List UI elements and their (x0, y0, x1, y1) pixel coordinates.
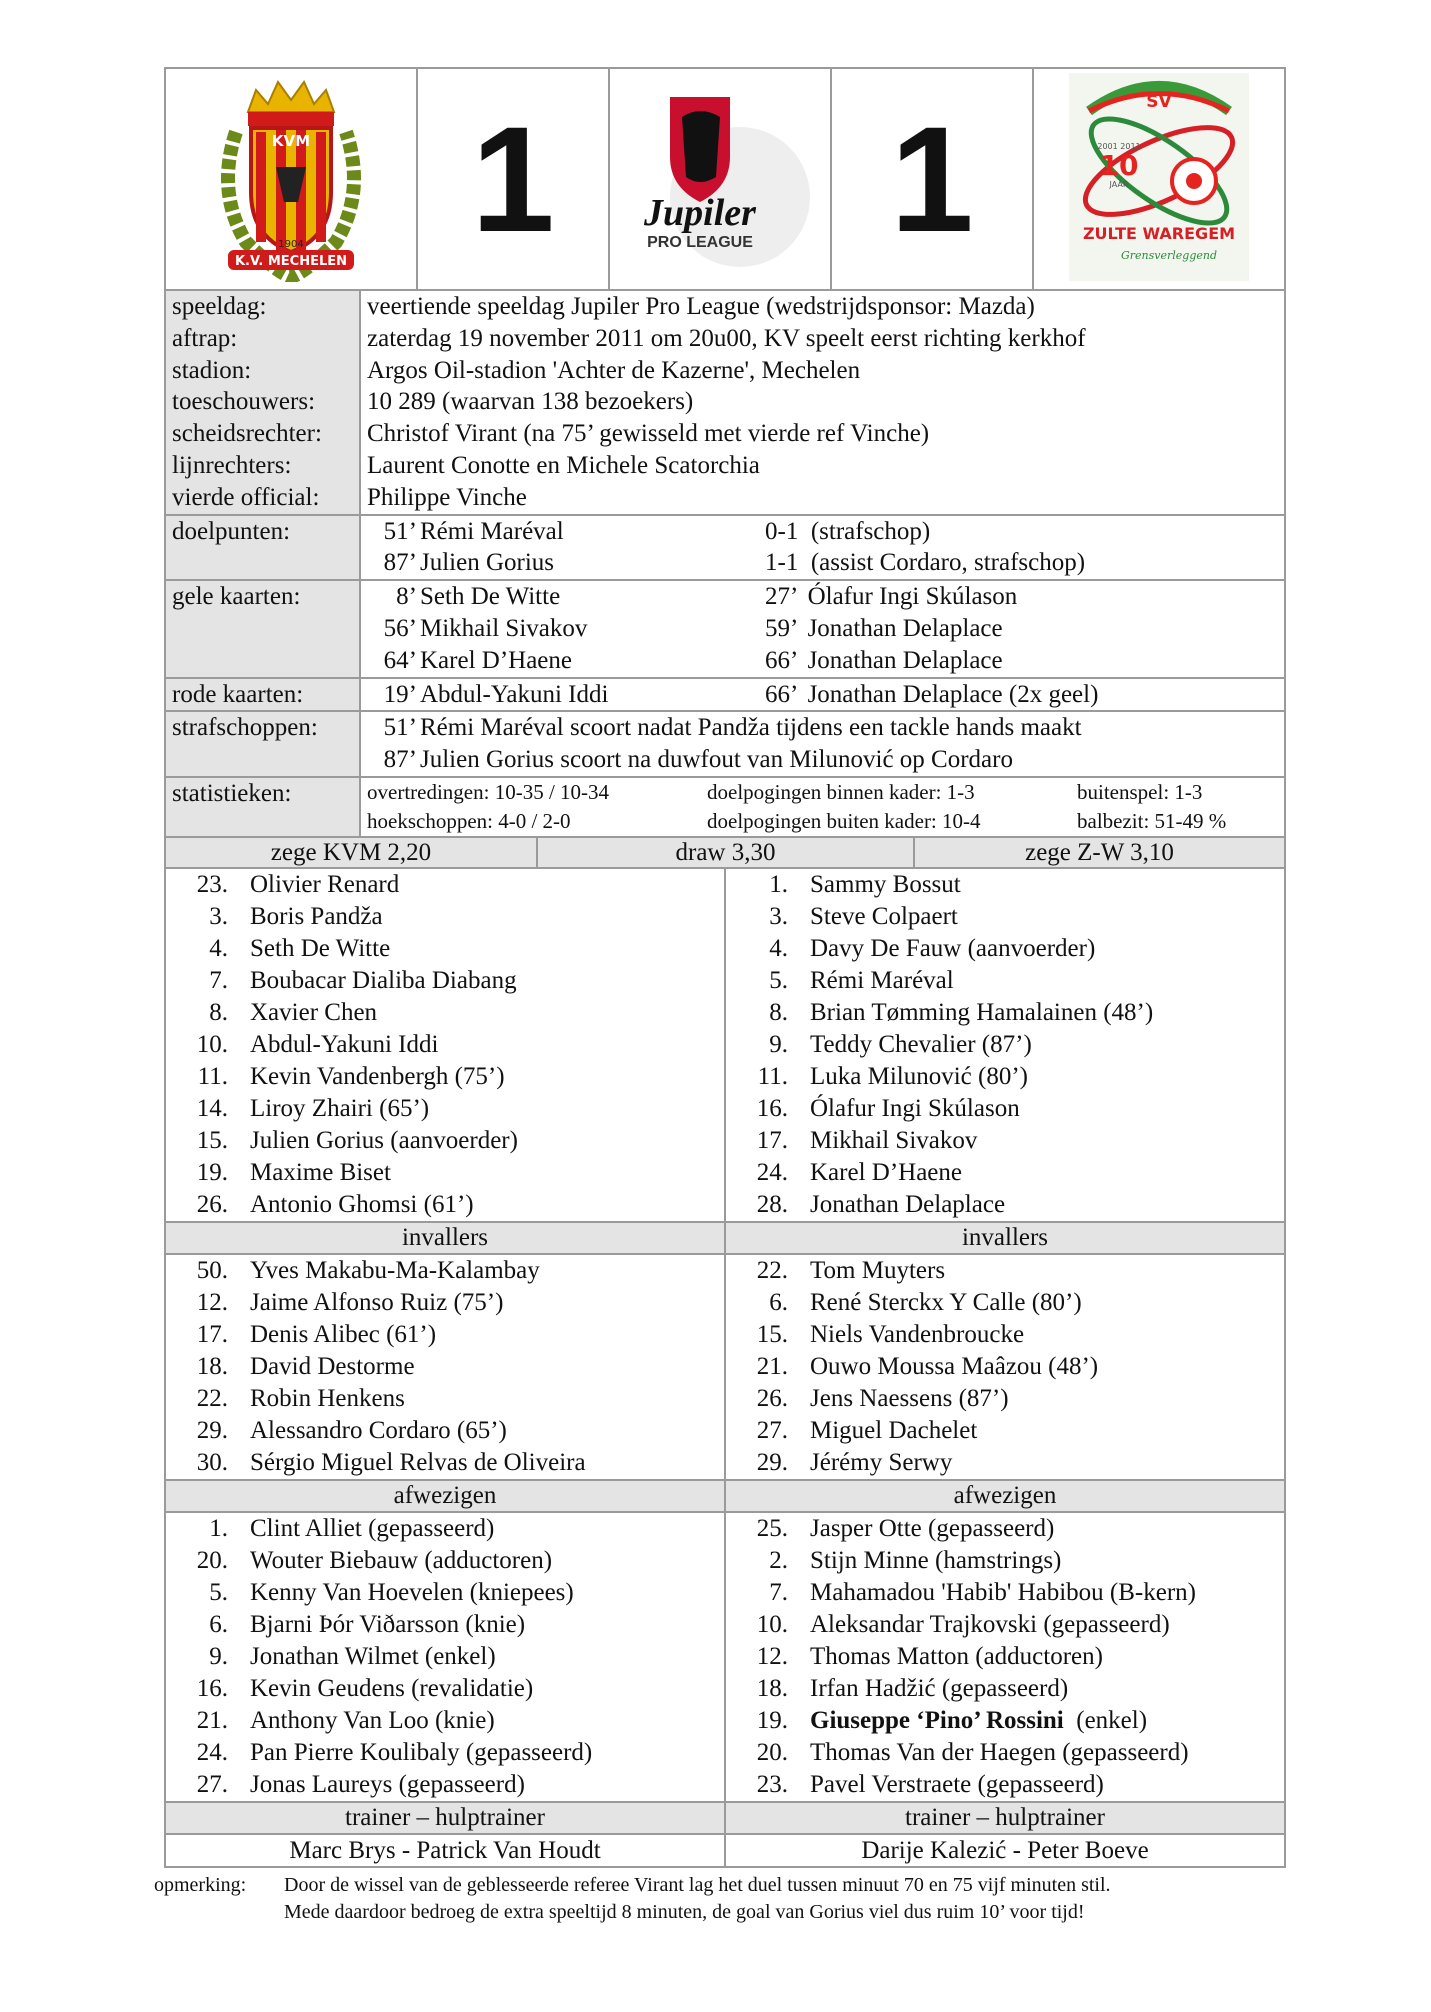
label-vierde-official: vierde official: (165, 482, 360, 515)
match-sheet (164, 67, 1286, 1868)
label-doelpunten: doelpunten: (165, 515, 360, 581)
player-name: Clint Alliet (gepasseerd) (250, 1514, 495, 1542)
player-name: Abdul-Yakuni Iddi (250, 1030, 439, 1058)
shirt-number: 29. (196, 1416, 228, 1444)
player-name: Sammy Bossut (810, 870, 961, 898)
player-row (166, 1705, 724, 1737)
value-vierde-official: Philippe Vinche (367, 483, 527, 511)
player-row (726, 933, 1284, 965)
player-name: Bjarni Þór Viðarsson (knie) (250, 1610, 526, 1638)
player-row (726, 1769, 1284, 1801)
svg-text:10: 10 (1099, 148, 1139, 182)
away-trainer: Darije Kalezić - Peter Boeve (861, 1836, 1149, 1864)
player-name: Liroy Zhairi (65’) (250, 1094, 430, 1122)
label-lijnrechters: lijnrechters: (165, 450, 360, 482)
penalty-text: Julien Gorius scoort na duwfout van Milunović op Cordaro (420, 746, 1013, 774)
shirt-number: 16. (756, 1094, 788, 1122)
goal-score: 0-1 (765, 517, 799, 545)
away-starters-list (726, 869, 1284, 1221)
player-name: Yves Makabu-Ma-Kalambay (250, 1256, 540, 1284)
card-player: Jonathan Delaplace (2x geel) (807, 680, 1099, 708)
card-player: Abdul-Yakuni Iddi (420, 680, 609, 708)
home-subs-heading: invallers (166, 1221, 724, 1255)
remark (154, 1872, 1304, 1926)
shirt-number: 9. (769, 1030, 788, 1058)
player-row (166, 1351, 724, 1383)
value-aftrap: zaterdag 19 november 2011 om 20u00, KV speelt eerst richting kerkhof (367, 324, 1086, 352)
info-row-stadion (165, 355, 1285, 387)
shirt-number: 21. (196, 1706, 228, 1734)
player-row (166, 1319, 724, 1351)
shirt-number: 1. (209, 1514, 228, 1542)
shirt-number: 27. (756, 1416, 788, 1444)
remark-line-2: Mede daardoor bedroeg de extra speeltijd 8 minuten, de goal van Gorius viel dus ruim 10’ voor tijd! (284, 1901, 1085, 1923)
shirt-number: 15. (756, 1320, 788, 1348)
player-name: Karel D’Haene (810, 1158, 962, 1186)
shirt-number: 30. (196, 1448, 228, 1476)
player-name: Jonas Laureys (gepasseerd) (250, 1770, 525, 1798)
stat-value: hoekschoppen: 4-0 / 2-0 (367, 808, 571, 833)
shirt-number: 26. (196, 1190, 228, 1218)
league-logo-cell (609, 68, 831, 290)
away-absent-list (726, 1513, 1284, 1801)
away-subs-list (726, 1255, 1284, 1479)
svg-text:JAAR: JAAR (1109, 179, 1129, 189)
player-name: Xavier Chen (250, 998, 378, 1026)
shirt-number: 21. (756, 1352, 788, 1380)
player-row (166, 1673, 724, 1705)
card-item (367, 581, 1278, 613)
player-row (726, 1061, 1284, 1093)
player-row (726, 1641, 1284, 1673)
goal-score: 1-1 (765, 549, 799, 577)
svg-text:K.V. MECHELEN: K.V. MECHELEN (234, 253, 348, 269)
shirt-number: 10. (756, 1610, 788, 1638)
player-note: (enkel) (1063, 1706, 1148, 1734)
player-row (166, 1447, 724, 1479)
red-cards-list (360, 678, 1285, 712)
player-name: Stijn Minne (hamstrings) (810, 1546, 1062, 1574)
away-absent-heading: afwezigen (726, 1479, 1284, 1513)
svg-text:2001 2011: 2001 2011 (1097, 141, 1141, 151)
lineups-table (164, 869, 1286, 1868)
yellow-cards-list (360, 580, 1285, 677)
player-name: Wouter Biebauw (adductoren) (250, 1546, 553, 1574)
shirt-number: 23. (756, 1770, 788, 1798)
shirt-number: 14. (196, 1094, 228, 1122)
player-row (726, 1125, 1284, 1157)
player-name: Steve Colpaert (810, 902, 958, 930)
player-name: Davy De Fauw (aanvoerder) (810, 934, 1096, 962)
svg-text:Grensverleggend: Grensverleggend (1120, 248, 1218, 262)
shirt-number: 11. (197, 1062, 228, 1090)
player-row (166, 1255, 724, 1287)
player-row (726, 1319, 1284, 1351)
card-player: Karel D’Haene (420, 646, 572, 674)
player-row (726, 1351, 1284, 1383)
odds-away: zege Z-W 3,10 (914, 838, 1285, 868)
home-team-column (165, 869, 725, 1867)
stat-value: doelpogingen binnen kader: 1-3 (707, 779, 975, 804)
goal-item (367, 547, 1278, 579)
label-stadion: stadion: (165, 355, 360, 387)
shirt-number: 3. (769, 902, 788, 930)
player-name: Rémi Maréval (810, 966, 954, 994)
info-row-toeschouwers (165, 386, 1285, 418)
shirt-number: 27. (196, 1770, 228, 1798)
player-row (166, 933, 724, 965)
card-minute: 19’ (383, 680, 417, 708)
player-row (726, 997, 1284, 1029)
away-subs-heading: invallers (726, 1221, 1284, 1255)
shirt-number: 9. (209, 1642, 228, 1670)
shirt-number: 3. (209, 902, 228, 930)
player-name: Irfan Hadžić (gepasseerd) (810, 1674, 1069, 1702)
player-name: Pavel Verstraete (gepasseerd) (810, 1770, 1104, 1798)
away-crest-cell (1033, 68, 1285, 290)
svg-text:ZULTE WAREGEM: ZULTE WAREGEM (1082, 223, 1236, 243)
shirt-number: 1. (769, 870, 788, 898)
penalty-item (367, 712, 1278, 744)
player-row (166, 997, 724, 1029)
label-strafschoppen: strafschoppen: (165, 711, 360, 777)
player-row (166, 1545, 724, 1577)
betting-odds-row (164, 838, 1286, 869)
player-row (166, 869, 724, 901)
label-toeschouwers: toeschouwers: (165, 386, 360, 418)
player-name: Antonio Ghomsi (61’) (250, 1190, 474, 1218)
player-row (726, 1255, 1284, 1287)
player-name: Jonathan Delaplace (810, 1190, 1006, 1218)
shirt-number: 12. (756, 1642, 788, 1670)
shirt-number: 5. (209, 1578, 228, 1606)
player-row (726, 869, 1284, 901)
shirt-number: 18. (756, 1674, 788, 1702)
jupiler-pro-league-logo-icon (620, 77, 820, 277)
player-row (166, 1029, 724, 1061)
label-statistieken: statistieken: (165, 777, 360, 837)
stats-line (367, 807, 1278, 836)
svg-text:SV: SV (1146, 91, 1172, 112)
home-starters-list (166, 869, 724, 1221)
player-row (166, 901, 724, 933)
shirt-number: 50. (196, 1256, 228, 1284)
player-row (726, 1705, 1284, 1737)
player-row (166, 1769, 724, 1801)
label-scheidsrechter: scheidsrechter: (165, 418, 360, 450)
shirt-number: 20. (756, 1738, 788, 1766)
player-row (726, 1029, 1284, 1061)
player-name: Brian Tømming Hamalainen (48’) (810, 998, 1154, 1026)
card-minute: 56’ (383, 614, 417, 642)
card-player: Seth De Witte (420, 583, 561, 611)
player-row (166, 1415, 724, 1447)
goal-note: (strafschop) (810, 517, 931, 545)
shirt-number: 26. (756, 1384, 788, 1412)
shirt-number: 29. (756, 1448, 788, 1476)
home-score: 1 (471, 95, 555, 263)
home-trainer-heading: trainer – hulptrainer (166, 1801, 724, 1835)
away-score-cell (831, 68, 1033, 290)
player-name: Pan Pierre Koulibaly (gepasseerd) (250, 1738, 593, 1766)
goal-minute: 51’ (383, 517, 417, 545)
player-row (166, 1609, 724, 1641)
player-row (726, 1513, 1284, 1545)
player-name: Niels Vandenbroucke (810, 1320, 1025, 1348)
player-row (726, 1287, 1284, 1319)
label-rode-kaarten: rode kaarten: (165, 678, 360, 712)
player-name: David Destorme (250, 1352, 415, 1380)
player-name: Anthony Van Loo (knie) (250, 1706, 495, 1734)
player-row (726, 1673, 1284, 1705)
shirt-number: 2. (769, 1546, 788, 1574)
player-name: Sérgio Miguel Relvas de Oliveira (250, 1448, 586, 1476)
label-aftrap: aftrap: (165, 323, 360, 355)
player-row (726, 1093, 1284, 1125)
yellow-cards-row (165, 580, 1285, 677)
stat-value: overtredingen: 10-35 / 10-34 (367, 779, 610, 804)
player-name: Alessandro Cordaro (65’) (250, 1416, 507, 1444)
stat-value: balbezit: 51-49 % (1077, 808, 1227, 833)
card-item (367, 645, 1278, 677)
kv-mechelen-crest-icon (206, 72, 376, 282)
home-subs-list (166, 1255, 724, 1479)
goal-note: (assist Cordaro, strafschop) (810, 549, 1086, 577)
remark-label: opmerking: (154, 1874, 247, 1896)
odds-home: zege KVM 2,20 (165, 838, 537, 868)
shirt-number: 8. (769, 998, 788, 1026)
player-row (166, 1125, 724, 1157)
player-name: Thomas Matton (adductoren) (810, 1642, 1103, 1670)
player-name: Olivier Renard (250, 870, 400, 898)
player-row (166, 1061, 724, 1093)
shirt-number: 20. (196, 1546, 228, 1574)
shirt-number: 8. (209, 998, 228, 1026)
player-name: Boris Pandža (250, 902, 383, 930)
player-row (726, 1189, 1284, 1221)
player-name: Ouwo Moussa Maâzou (48’) (810, 1352, 1099, 1380)
stats-line (367, 778, 1278, 807)
value-speeldag: veertiende speeldag Jupiler Pro League (wedstrijdsponsor: Mazda) (367, 293, 1035, 320)
shirt-number: 19. (756, 1706, 788, 1734)
info-row-aftrap (165, 323, 1285, 355)
away-trainer-heading: trainer – hulptrainer (726, 1801, 1284, 1835)
info-row-scheidsrechter (165, 418, 1285, 450)
player-row (726, 1545, 1284, 1577)
svg-text:Jupiler: Jupiler (644, 191, 756, 234)
player-name: Kevin Vandenbergh (75’) (250, 1062, 505, 1090)
penalties-row (165, 711, 1285, 777)
penalty-text: Rémi Maréval scoort nadat Pandža tijdens een tackle hands maakt (420, 714, 1082, 742)
remark-line-1: Door de wissel van de geblesseerde referee Virant lag het duel tussen minuut 70 en 75 vijf minuten stil. (284, 1874, 1111, 1896)
player-row (726, 965, 1284, 997)
home-trainer: Marc Brys - Patrick Van Houdt (289, 1836, 601, 1864)
label-gele-kaarten: gele kaarten: (165, 580, 360, 677)
player-row (726, 1447, 1284, 1479)
card-item (367, 679, 1278, 711)
shirt-number: 4. (769, 934, 788, 962)
card-player: Jonathan Delaplace (807, 646, 1003, 674)
player-name: Mikhail Sivakov (810, 1126, 978, 1154)
shirt-number: 28. (756, 1190, 788, 1218)
player-row (166, 1383, 724, 1415)
header-row (164, 67, 1286, 291)
svg-text:1904: 1904 (278, 238, 304, 250)
shirt-number: 6. (209, 1610, 228, 1638)
player-name: Robin Henkens (250, 1384, 405, 1412)
player-row (166, 1157, 724, 1189)
goals-row (165, 515, 1285, 581)
value-toeschouwers: 10 289 (waarvan 138 bezoekers) (367, 388, 694, 416)
red-cards-row (165, 678, 1285, 712)
goal-scorer: Julien Gorius (420, 549, 555, 577)
stat-value: buitenspel: 1-3 (1077, 779, 1203, 804)
player-row (726, 1577, 1284, 1609)
card-minute: 64’ (383, 646, 417, 674)
goal-item (367, 516, 1278, 548)
shirt-number: 17. (196, 1320, 228, 1348)
player-name: Giuseppe ‘Pino’ Rossini (810, 1706, 1064, 1734)
shirt-number: 22. (756, 1256, 788, 1284)
player-name: Mahamadou 'Habib' Habibou (B-kern) (810, 1578, 1196, 1606)
home-absent-list (166, 1513, 724, 1801)
player-name: Jérémy Serwy (810, 1448, 953, 1476)
penalty-minute: 87’ (383, 746, 417, 774)
shirt-number: 17. (756, 1126, 788, 1154)
card-player: Mikhail Sivakov (420, 614, 588, 642)
home-crest-cell (165, 68, 417, 290)
player-name: René Sterckx Y Calle (80’) (810, 1288, 1082, 1316)
player-row (166, 965, 724, 997)
shirt-number: 19. (196, 1158, 228, 1186)
shirt-number: 10. (196, 1030, 228, 1058)
zulte-waregem-crest-icon (1059, 71, 1259, 283)
player-name: Ólafur Ingi Skúlason (810, 1094, 1020, 1122)
player-name: Jasper Otte (gepasseerd) (810, 1514, 1055, 1542)
player-row (726, 1383, 1284, 1415)
info-row-vierde-official (165, 482, 1285, 515)
svg-text:KVM: KVM (271, 131, 311, 150)
card-player: Ólafur Ingi Skúlason (807, 583, 1018, 611)
shirt-number: 24. (196, 1738, 228, 1766)
player-row (166, 1189, 724, 1221)
card-player: Jonathan Delaplace (807, 614, 1003, 642)
card-minute: 66’ (765, 680, 799, 708)
player-row (726, 1415, 1284, 1447)
shirt-number: 4. (209, 934, 228, 962)
player-name: Kenny Van Hoevelen (kniepees) (250, 1578, 574, 1606)
player-row (726, 1157, 1284, 1189)
info-row-speeldag (165, 291, 1285, 323)
player-row (726, 901, 1284, 933)
goals-list (360, 515, 1285, 581)
card-minute: 27’ (765, 583, 799, 611)
player-row (726, 1737, 1284, 1769)
player-row (166, 1093, 724, 1125)
card-minute: 59’ (765, 614, 799, 642)
shirt-number: 12. (196, 1288, 228, 1316)
player-row (166, 1287, 724, 1319)
card-item (367, 613, 1278, 645)
player-name: Jaime Alfonso Ruiz (75’) (250, 1288, 504, 1316)
card-minute: 8’ (396, 583, 417, 611)
value-lijnrechters: Laurent Conotte en Michele Scatorchia (367, 451, 760, 479)
home-absent-heading: afwezigen (166, 1479, 724, 1513)
value-stadion: Argos Oil-stadion 'Achter de Kazerne', Mechelen (367, 356, 861, 384)
penalty-minute: 51’ (383, 714, 417, 742)
shirt-number: 25. (756, 1514, 788, 1542)
player-name: Denis Alibec (61’) (250, 1320, 437, 1348)
player-name: Luka Milunović (80’) (810, 1062, 1029, 1090)
player-row (726, 1609, 1284, 1641)
svg-text:PRO LEAGUE: PRO LEAGUE (647, 233, 753, 251)
match-info-table (164, 291, 1286, 838)
stats-list (360, 777, 1285, 837)
away-team-column (725, 869, 1285, 1867)
shirt-number: 11. (757, 1062, 788, 1090)
label-speeldag: speeldag: (165, 291, 360, 323)
penalty-item (367, 744, 1278, 776)
player-row (166, 1641, 724, 1673)
goal-scorer: Rémi Maréval (420, 517, 564, 545)
player-name: Kevin Geudens (revalidatie) (250, 1674, 534, 1702)
card-minute: 66’ (765, 646, 799, 674)
player-name: Boubacar Dialiba Diabang (250, 966, 517, 994)
away-score: 1 (890, 95, 974, 263)
player-row (166, 1737, 724, 1769)
player-row (166, 1577, 724, 1609)
player-name: Teddy Chevalier (87’) (810, 1030, 1032, 1058)
shirt-number: 24. (756, 1158, 788, 1186)
goal-minute: 87’ (383, 549, 417, 577)
shirt-number: 15. (196, 1126, 228, 1154)
player-name: Thomas Van der Haegen (gepasseerd) (810, 1738, 1189, 1766)
info-row-lijnrechters (165, 450, 1285, 482)
shirt-number: 7. (769, 1578, 788, 1606)
home-score-cell (417, 68, 609, 290)
penalties-list (360, 711, 1285, 777)
player-name: Maxime Biset (250, 1158, 391, 1186)
shirt-number: 5. (769, 966, 788, 994)
odds-draw: draw 3,30 (537, 838, 914, 868)
player-name: Julien Gorius (aanvoerder) (250, 1126, 518, 1154)
shirt-number: 6. (769, 1288, 788, 1316)
shirt-number: 22. (196, 1384, 228, 1412)
player-name: Aleksandar Trajkovski (gepasseerd) (810, 1610, 1170, 1638)
player-row (166, 1513, 724, 1545)
shirt-number: 7. (209, 966, 228, 994)
player-name: Jens Naessens (87’) (810, 1384, 1009, 1412)
value-scheidsrechter: Christof Virant (na 75’ gewisseld met vierde ref Vinche) (367, 420, 930, 448)
shirt-number: 18. (196, 1352, 228, 1380)
stats-row (165, 777, 1285, 837)
player-name: Seth De Witte (250, 934, 391, 962)
shirt-number: 23. (196, 870, 228, 898)
stat-value: doelpogingen buiten kader: 10-4 (707, 808, 981, 833)
player-name: Jonathan Wilmet (enkel) (250, 1642, 496, 1670)
player-name: Miguel Dachelet (810, 1416, 978, 1444)
player-name: Tom Muyters (810, 1256, 946, 1284)
shirt-number: 16. (196, 1674, 228, 1702)
